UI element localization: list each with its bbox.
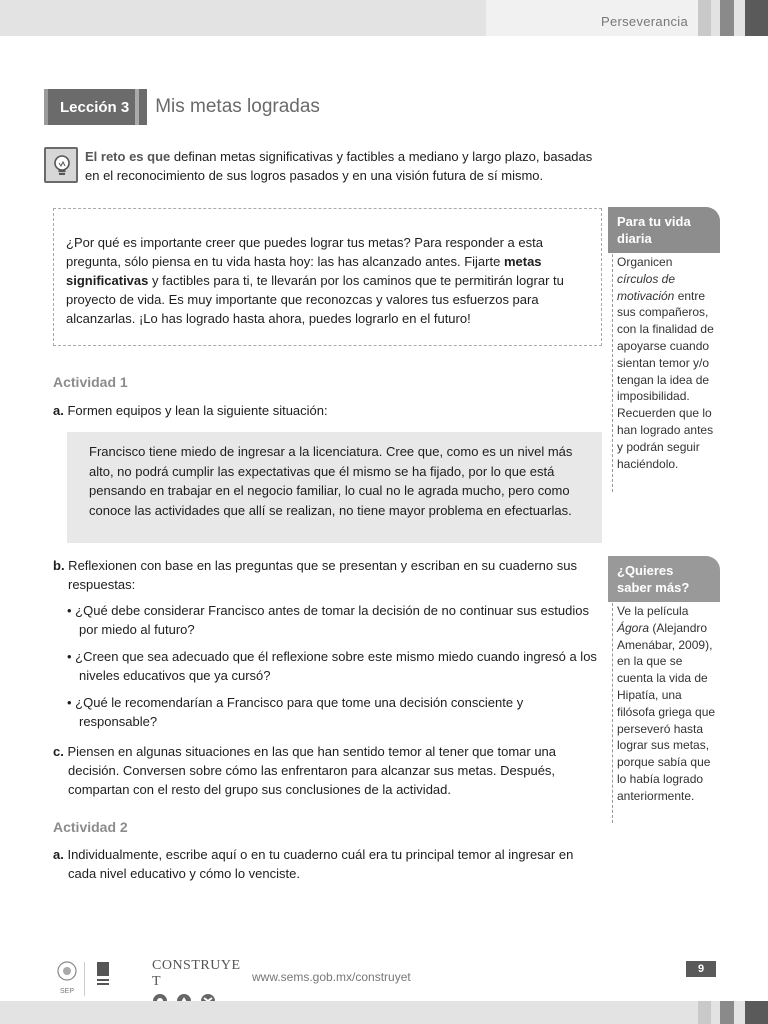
header-stripe: [745, 0, 768, 36]
header-stripe: [698, 0, 711, 36]
challenge-lead: El reto es que: [85, 149, 171, 164]
footer-bar: [0, 1001, 768, 1024]
intro-text-end: y factibles para ti, te llevarán por los caminos que te permitirán lograr tu proyecto de vida. Es muy importante que reconozcas y valores tus esfuerzos para alcanzarlas. ¡Lo has logrado hasta ahora, puedes lograrlo en el futuro!: [66, 273, 564, 326]
item-text: Formen equipos y lean la siguiente situación:: [63, 403, 328, 418]
sidebar-learn-more-title: ¿Quieres saber más?: [608, 556, 720, 602]
challenge: [44, 147, 604, 185]
logo-divider: [84, 962, 85, 996]
lesson-badge: [44, 89, 147, 125]
lesson-title: Mis metas logradas: [155, 96, 320, 117]
intro-bold: metas significativas: [66, 254, 542, 288]
sidebar-emphasis: Ágora: [617, 620, 650, 635]
unesco-icon: [96, 960, 110, 995]
question-item: • ¿Qué le recomendarían a Francisco para que tome una decisión consciente y responsable?: [67, 693, 602, 731]
header-stripe: [720, 0, 734, 36]
intro-box: [53, 208, 602, 346]
sidebar-text: Organicen: [617, 255, 673, 269]
sidebar-daily-life-body: [612, 254, 716, 492]
item-text: Reflexionen con base en las preguntas que se presentan y escriban en su cuaderno sus respuestas:: [64, 558, 577, 592]
question-item: • ¿Qué debe considerar Francisco antes de tomar la decisión de no continuar sus estudios por miedo al futuro?: [67, 601, 602, 639]
sep-label: SEP: [59, 988, 74, 995]
section-name: Perseverancia: [601, 14, 688, 29]
activity-1-item-b: [53, 556, 602, 594]
activity-1-item-c: [53, 742, 602, 799]
item-text: Piensen en algunas situaciones en las que han sentido temor al tener que tomar una decisión. Conversen sobre cómo las enfrentaron para alcanzar sus metas. Después, compartan con el resto del grupo sus conclusiones de la actividad.: [63, 744, 557, 797]
question-list: [67, 601, 602, 739]
activity-2-item-a: [53, 845, 602, 883]
footer-stripe: [745, 1001, 768, 1024]
question-item: • ¿Creen que sea adecuado que él reflexione sobre este mismo miedo cuando ingresó a los niveles educativos que ya cursó?: [67, 647, 602, 685]
sidebar-daily-life-title: Para tu vida diaria: [608, 207, 720, 253]
item-label: a.: [53, 403, 64, 418]
intro-text: ¿Por qué es importante creer que puedes lograr tus metas? Para responder a esta pregunta, sólo piensa en tu vida hasta hoy: las has alcanzado antes. Fijarte: [66, 235, 543, 269]
lesson-heading: [44, 89, 320, 125]
header-bar: [0, 0, 768, 36]
footer-logos: [52, 960, 110, 995]
item-label: a.: [53, 847, 64, 862]
sidebar-text: (Alejandro Amenábar, 2009), en la que se cuenta la vida de Hipatía, una filósofa griega que perseveró hasta lograr sus metas, porque sabía que lo había logrado anteriormente.: [617, 620, 716, 803]
footer-stripe: [720, 1001, 734, 1024]
lightbulb-icon: [44, 147, 78, 183]
sidebar-text: Ve la película: [617, 604, 689, 618]
brand-name: CONSTRUYE T: [152, 958, 241, 989]
challenge-body: definan metas significativas y factibles a mediano y largo plazo, basadas en el reconocimiento de sus logros pasados y en una visión futura de sí mismo.: [85, 149, 593, 183]
activity-1-title: Actividad 1: [53, 374, 128, 390]
seal-icon: [52, 960, 82, 995]
sidebar-learn-more-body: [612, 603, 716, 823]
sidebar-text: entre sus compañeros, con la finalidad de apoyarse cuando sientan temor y/o tengan la idea de imposibilidad. Recuerden que lo han logrado antes y podrán seguir haciéndolo.: [617, 288, 714, 471]
item-label: c.: [53, 744, 64, 759]
page-number: 9: [686, 961, 716, 977]
activity-2-title: Actividad 2: [53, 819, 128, 835]
activity-1-item-a: [53, 401, 602, 420]
sidebar-emphasis: círculos de motivación: [617, 271, 676, 303]
lesson-number: Lección 3: [60, 98, 130, 116]
challenge-text: [85, 147, 604, 185]
item-label: b.: [53, 558, 65, 573]
footer-stripe: [698, 1001, 711, 1024]
item-text: Individualmente, escribe aquí o en tu cuaderno cuál era tu principal temor al ingresar en cada nivel educativo y cómo lo venciste.: [63, 847, 574, 881]
situation-box: Francisco tiene miedo de ingresar a la licenciatura. Cree que, como es un nivel más alto, no podrá cumplir las expectativas que él mismo se ha fijado, por lo que está pensando en trabajar en el negocio familiar, lo cual no le agrada mucho, pero como conoce las actividades que allí se realizan, no tiene mayor problema en efectuarlas.: [67, 432, 602, 543]
footer-url[interactable]: www.sems.gob.mx/construyet: [252, 970, 411, 984]
